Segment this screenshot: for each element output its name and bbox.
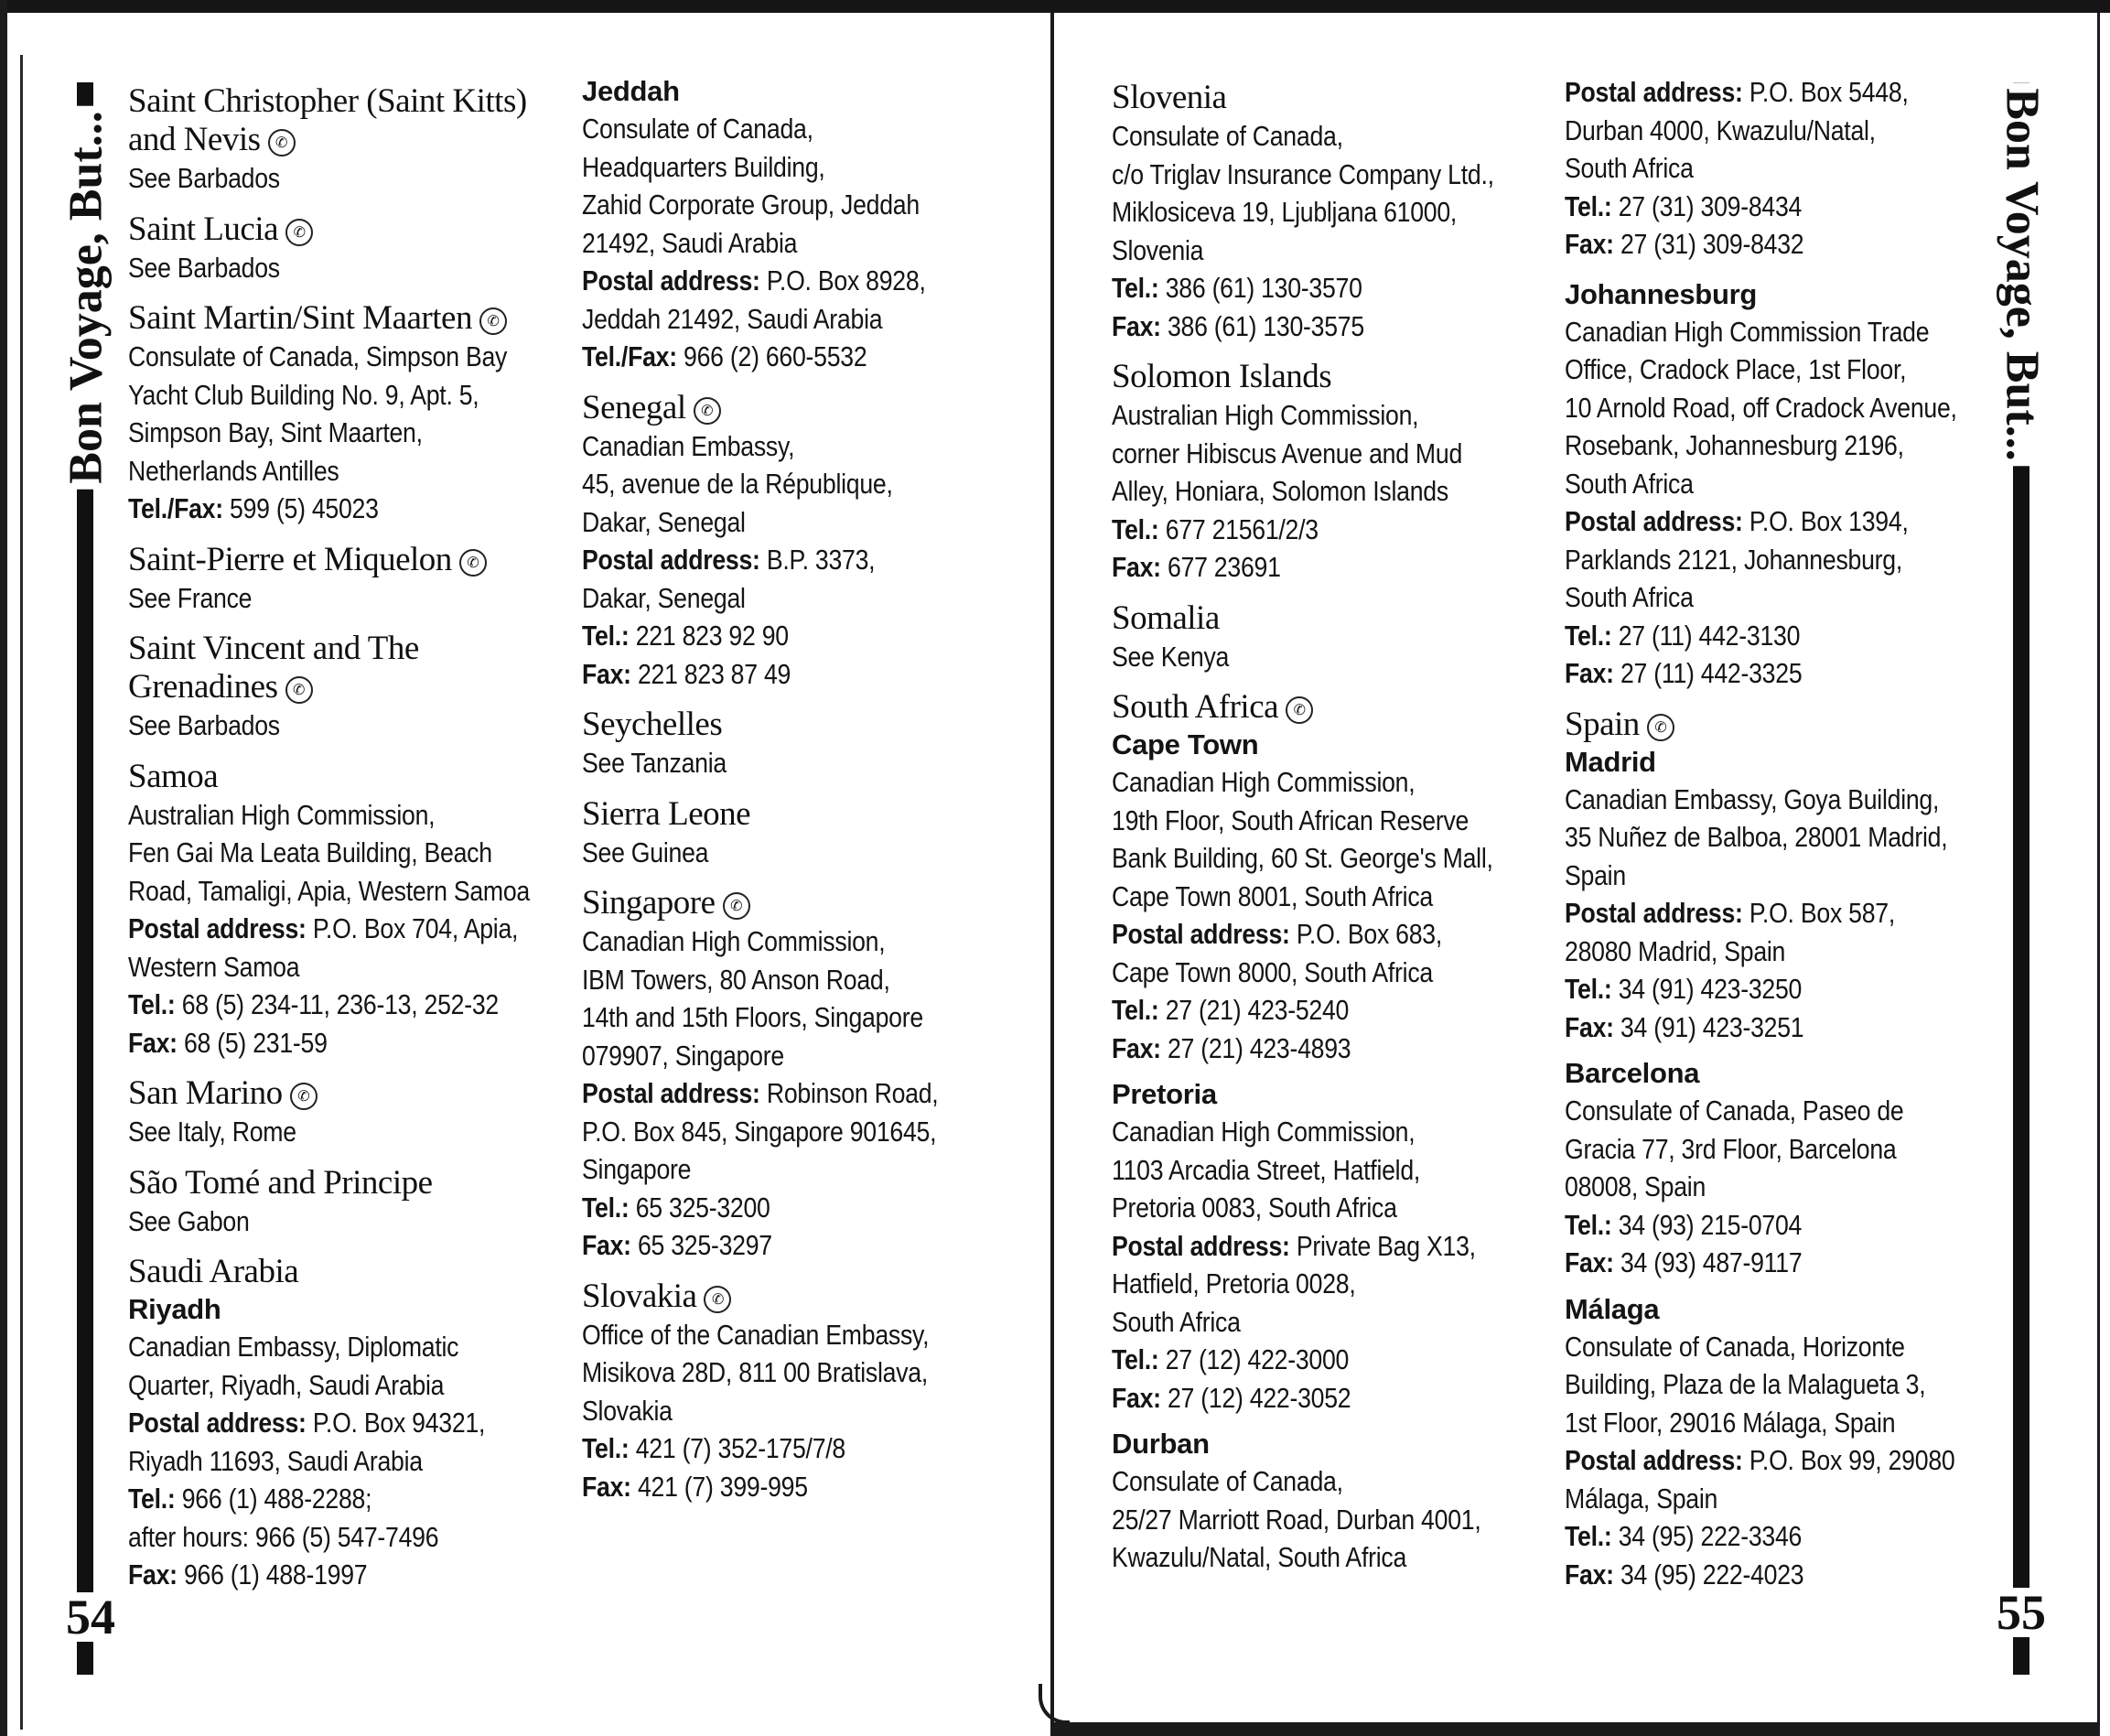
page-edge-right (2097, 13, 2110, 1736)
column-1 (128, 82, 567, 1607)
entry-line: 08008, Spain (1565, 1170, 1706, 1202)
postal-line: Postal address: P.O. Box 5448, (1565, 76, 1909, 108)
entry-line: 1st Floor, 29016 Málaga, Spain (1565, 1406, 1896, 1439)
tel-line: Tel.: 386 (61) 130-3570 (1112, 272, 1362, 304)
entry-line: 19th Floor, South African Reserve (1112, 803, 1469, 836)
entry-line: Cape Town 8001, South Africa (1112, 879, 1433, 912)
entry-line: Building, Plaza de la Malagueta 3, (1565, 1368, 1926, 1400)
tel-line: Tel.: 677 21561/2/3 (1112, 512, 1319, 545)
fax-line: Fax: 27 (21) 423-4893 (1112, 1031, 1351, 1064)
postal-line: Postal address: B.P. 3373, (582, 544, 876, 576)
fax-line: Fax: 677 23691 (1112, 551, 1281, 583)
city-heading: Madrid (1565, 745, 1656, 778)
fax-line: Fax: 34 (93) 487-9117 (1565, 1246, 1803, 1278)
entry-line: Miklosiceva 19, Ljubljana 61000, (1112, 196, 1458, 228)
entry-line: Alley, Honiara, Solomon Islands (1112, 475, 1448, 507)
entry-line: South Africa (1112, 1305, 1241, 1338)
side-title-right: Bon Voyage, But... (1996, 82, 2050, 466)
city-heading: Barcelona (1565, 1057, 1700, 1089)
entry-line: South Africa (1565, 581, 1694, 613)
entry-line: See Kenya (1112, 640, 1230, 673)
page-edge-left-inner (20, 55, 23, 1730)
entry-spain (1565, 706, 2004, 1594)
entry-san-marino (128, 1074, 567, 1151)
entry-line: Dakar, Senegal (582, 505, 746, 538)
postal-line: Postal address: P.O. Box 8928, (582, 264, 926, 297)
country-heading: Spain ✆ (1565, 706, 2004, 744)
entry-line: South Africa (1565, 467, 1694, 500)
entry-line: 35 Nuñez de Balboa, 28001 Madrid, (1565, 821, 1948, 853)
entry-saudi-arabia (128, 1253, 567, 1594)
page-edge-top (0, 0, 2110, 13)
country-heading: Solomon Islands (1112, 358, 1332, 395)
entry-samoa (128, 758, 567, 1062)
entry-line: See Barbados (128, 162, 280, 194)
city-heading: Johannesburg (1565, 277, 1757, 310)
entry-line: Jeddah 21492, Saudi Arabia (582, 302, 883, 335)
book-gutter-curve (1039, 1684, 1070, 1724)
entry-line: Consulate of Canada, (1112, 1465, 1343, 1497)
fax-line: Fax: 386 (61) 130-3575 (1112, 309, 1364, 342)
entry-line: 079907, Singapore (582, 1039, 784, 1072)
entry-line: See Gabon (128, 1204, 250, 1237)
tel-line: Tel.: 27 (31) 309-8434 (1565, 189, 1803, 222)
postal-line: Postal address: P.O. Box 99, 29080 (1565, 1444, 1955, 1476)
tel-line: Tel.: 27 (11) 442-3130 (1565, 619, 1801, 652)
entry-line: See France (128, 581, 253, 614)
entry-line: Western Samoa (128, 950, 300, 983)
entry-line: Riyadh 11693, Saudi Arabia (128, 1444, 423, 1477)
country-heading: Seychelles (582, 706, 723, 743)
entry-line: Cape Town 8000, South Africa (1112, 955, 1433, 988)
postal-line: Postal address: P.O. Box 704, Apia, (128, 912, 519, 944)
entry-line: Road, Tamaligi, Apia, Western Samoa (128, 874, 531, 907)
entry-slovenia (1112, 79, 1551, 345)
entry-sao-tome (128, 1164, 567, 1241)
fax-line: Fax: 65 325-3297 (582, 1229, 772, 1261)
country-heading: Samoa (128, 757, 219, 795)
entry-sierra-leone (582, 795, 1021, 872)
entry-line: Dakar, Senegal (582, 581, 746, 614)
entry-line: Canadian Embassy, (582, 429, 795, 462)
column-2 (582, 73, 1021, 1518)
entry-line: 10 Arnold Road, off Cradock Avenue, (1565, 391, 1957, 424)
country-heading: Sierra Leone (582, 794, 751, 833)
entry-line: corner Hibiscus Avenue and Mud (1112, 437, 1463, 469)
city-heading: Pretoria (1112, 1078, 1217, 1110)
tel-line: Tel.: 27 (21) 423-5240 (1112, 994, 1350, 1026)
entry-line: 1103 Arcadia Street, Hatfield, (1112, 1153, 1421, 1186)
tel-line: Tel.: 421 (7) 352-175/7/8 (582, 1432, 846, 1464)
country-heading: São Tomé and Principe (128, 1163, 433, 1202)
entry-line: Durban 4000, Kwazulu/Natal, (1565, 113, 1876, 146)
country-heading: South Africa ✆ (1112, 688, 1551, 727)
postal-line: Postal address: P.O. Box 1394, (1565, 505, 1909, 537)
entry-singapore (582, 884, 1021, 1265)
side-title-left: Bon Voyage, But... (59, 105, 113, 489)
phone-icon: ✆ (459, 549, 487, 577)
entry-line: Canadian High Commission, (582, 925, 886, 957)
country-heading: Saudi Arabia (128, 1253, 299, 1290)
entry-line: 21492, Saudi Arabia (582, 226, 798, 259)
entry-line: Gracia 77, 3rd Floor, Barcelona (1565, 1132, 1897, 1165)
country-heading: Saint Christopher (Saint Kitts) and Nevis ✆ (128, 82, 527, 158)
entry-line: P.O. Box 845, Singapore 901645, (582, 1115, 937, 1148)
country-heading: Somalia (1112, 598, 1220, 637)
entry-line: Yacht Club Building No. 9, Apt. 5, (128, 378, 479, 411)
entry-south-africa (1112, 688, 1551, 1577)
entry-line: Spain (1565, 858, 1626, 891)
phone-icon: ✆ (479, 307, 507, 335)
phone-icon: ✆ (723, 892, 750, 920)
fax-line: Fax: 34 (95) 222-4023 (1565, 1558, 1804, 1590)
phone-icon: ✆ (285, 676, 313, 704)
fax-line: Fax: 221 823 87 49 (582, 657, 791, 690)
entry-line: Australian High Commission, (128, 798, 436, 831)
tel-line: Tel.: 68 (5) 234-11, 236-13, 252-32 (128, 988, 499, 1020)
postal-line: Postal address: Robinson Road, (582, 1077, 939, 1109)
city-heading: Durban (1112, 1428, 1210, 1460)
country-heading: Senegal ✆ (582, 389, 1021, 427)
postal-line: Postal address: P.O. Box 683, (1112, 918, 1443, 950)
entry-line: Zahid Corporate Group, Jeddah (582, 189, 920, 221)
tel-line: Tel.: 221 823 92 90 (582, 620, 789, 652)
city-heading: Riyadh (128, 1293, 221, 1325)
fax-line: Fax: 34 (91) 423-3251 (1565, 1010, 1804, 1043)
entry-line: Málaga, Spain (1565, 1482, 1718, 1515)
country-heading: Saint Vincent and The Grenadines ✆ (128, 630, 419, 706)
entry-johannesburg (1565, 276, 2004, 693)
entry-line: Canadian High Commission Trade (1565, 315, 1930, 348)
fax-line: Fax: 966 (1) 488-1997 (128, 1558, 368, 1590)
fax-line: Fax: 27 (12) 422-3052 (1112, 1381, 1351, 1414)
postal-line: Postal address: P.O. Box 94321, (128, 1407, 486, 1439)
entry-line: Australian High Commission, (1112, 399, 1419, 431)
phone-icon: ✆ (1647, 714, 1674, 741)
entry-saint-pierre (128, 541, 567, 618)
entry-seychelles (582, 706, 1021, 782)
tel-line: Tel.: 966 (1) 488-2288; (128, 1483, 372, 1515)
entry-line: c/o Triglav Insurance Company Ltd., (1112, 157, 1494, 190)
city-heading: Cape Town (1112, 728, 1259, 760)
entry-line: 14th and 15th Floors, Singapore (582, 1001, 923, 1033)
country-heading: Slovakia ✆ (582, 1278, 1021, 1316)
entry-line: Rosebank, Johannesburg 2196, (1565, 429, 1904, 461)
entry-line: Bank Building, 60 St. George's Mall, (1112, 842, 1493, 874)
phone-icon: ✆ (704, 1286, 731, 1313)
column-4 (1565, 73, 2004, 1606)
entry-line: Simpson Bay, Sint Maarten, (128, 416, 423, 448)
book-gutter (1050, 13, 1054, 1736)
fax-line: Fax: 27 (31) 309-8432 (1565, 228, 1804, 260)
entry-somalia (1112, 599, 1551, 676)
city-heading: Jeddah (582, 75, 680, 107)
entry-line: Slovenia (1112, 233, 1204, 266)
country-heading: San Marino ✆ (128, 1074, 567, 1113)
entry-line: Consulate of Canada, Horizonte (1565, 1330, 1905, 1363)
entry-line: Slovakia (582, 1394, 673, 1427)
tel-line: Tel.: 65 325-3200 (582, 1191, 770, 1224)
entry-line: See Barbados (128, 251, 280, 284)
entry-saint-lucia (128, 210, 567, 287)
entry-line: Headquarters Building, (582, 150, 825, 183)
entry-jeddah (582, 73, 1021, 376)
tel-line: Tel.: 34 (95) 222-3346 (1565, 1520, 1803, 1552)
entry-line: IBM Towers, 80 Anson Road, (582, 963, 890, 996)
entry-line: Parklands 2121, Johannesburg, (1565, 543, 1902, 576)
fax-line: Fax: 68 (5) 231-59 (128, 1026, 328, 1059)
entry-line: Office of the Canadian Embassy, (582, 1318, 930, 1351)
entry-line: Canadian Embassy, Goya Building, (1565, 782, 1940, 815)
entry-line: See Tanzania (582, 747, 727, 779)
entry-line: 28080 Madrid, Spain (1565, 934, 1786, 967)
entry-line: Misikova 28D, 811 00 Bratislava, (582, 1356, 929, 1388)
telfax-line: Tel./Fax: 966 (2) 660-5532 (582, 340, 867, 372)
fax-line: Fax: 27 (11) 442-3325 (1565, 657, 1803, 689)
entry-line: Consulate of Canada, (582, 113, 813, 145)
entry-line: Fen Gai Ma Leata Building, Beach (128, 836, 492, 868)
tel-line: Tel.: 34 (93) 215-0704 (1565, 1208, 1803, 1241)
entry-line: Quarter, Riyadh, Saudi Arabia (128, 1368, 445, 1401)
country-heading: Singapore ✆ (582, 884, 1021, 922)
entry-saint-vincent (128, 630, 567, 745)
entry-line: Office, Cradock Place, 1st Floor, (1565, 353, 1907, 385)
postal-line: Postal address: Private Bag X13, (1112, 1229, 1476, 1262)
entry-line: Kwazulu/Natal, South Africa (1112, 1541, 1407, 1573)
entry-saint-martin (128, 299, 567, 528)
entry-durban-continued (1565, 73, 2004, 264)
entry-line: Pretoria 0083, South Africa (1112, 1191, 1397, 1224)
entry-line: Canadian High Commission, (1112, 1116, 1416, 1148)
phone-icon: ✆ (285, 219, 313, 246)
page-edge-bottom (1052, 1722, 2110, 1736)
fax-line: Fax: 421 (7) 399-995 (582, 1470, 808, 1503)
phone-icon: ✆ (290, 1083, 318, 1110)
phone-icon: ✆ (268, 129, 296, 156)
entry-line: Canadian Embassy, Diplomatic (128, 1331, 459, 1363)
postal-line: Postal address: P.O. Box 587, (1565, 897, 1896, 929)
entry-line: See Italy, Rome (128, 1116, 296, 1148)
phone-icon: ✆ (1286, 696, 1313, 724)
country-heading: Slovenia (1112, 79, 1227, 116)
entry-saint-kitts (128, 82, 567, 198)
entry-senegal (582, 389, 1021, 694)
entry-line: Consulate of Canada, Paseo de (1565, 1094, 1904, 1127)
entry-slovakia (582, 1278, 1021, 1506)
entry-line: after hours: 966 (5) 547-7496 (128, 1520, 439, 1553)
entry-line: See Barbados (128, 709, 280, 741)
entry-line: South Africa (1565, 152, 1694, 184)
entry-line: Hatfield, Pretoria 0028, (1112, 1267, 1356, 1299)
entry-line: 25/27 Marriott Road, Durban 4001, (1112, 1503, 1481, 1536)
tel-line: Tel.: 27 (12) 422-3000 (1112, 1343, 1350, 1375)
tel-line: Tel.: 34 (91) 423-3250 (1565, 973, 1803, 1005)
entry-line: Consulate of Canada, (1112, 120, 1343, 152)
country-heading: Saint Martin/Sint Maarten ✆ (128, 299, 567, 338)
city-heading: Málaga (1565, 1292, 1660, 1325)
page-number-left: 54 (66, 1590, 115, 1644)
entry-line: 45, avenue de la République, (582, 468, 893, 500)
country-heading: Saint-Pierre et Miquelon ✆ (128, 541, 567, 579)
country-heading: Saint Lucia ✆ (128, 210, 567, 249)
page-number-right: 55 (1997, 1585, 2046, 1640)
telfax-line: Tel./Fax: 599 (5) 45023 (128, 492, 379, 524)
entry-line: Canadian High Commission, (1112, 766, 1416, 798)
page-edge-left (0, 0, 7, 1736)
phone-icon: ✆ (694, 397, 721, 425)
entry-solomon-islands (1112, 358, 1551, 587)
entry-line: Singapore (582, 1153, 692, 1185)
column-3 (1112, 79, 1551, 1590)
entry-line: Netherlands Antilles (128, 454, 339, 487)
entry-line: See Guinea (582, 836, 709, 868)
entry-line: Consulate of Canada, Simpson Bay (128, 340, 508, 372)
